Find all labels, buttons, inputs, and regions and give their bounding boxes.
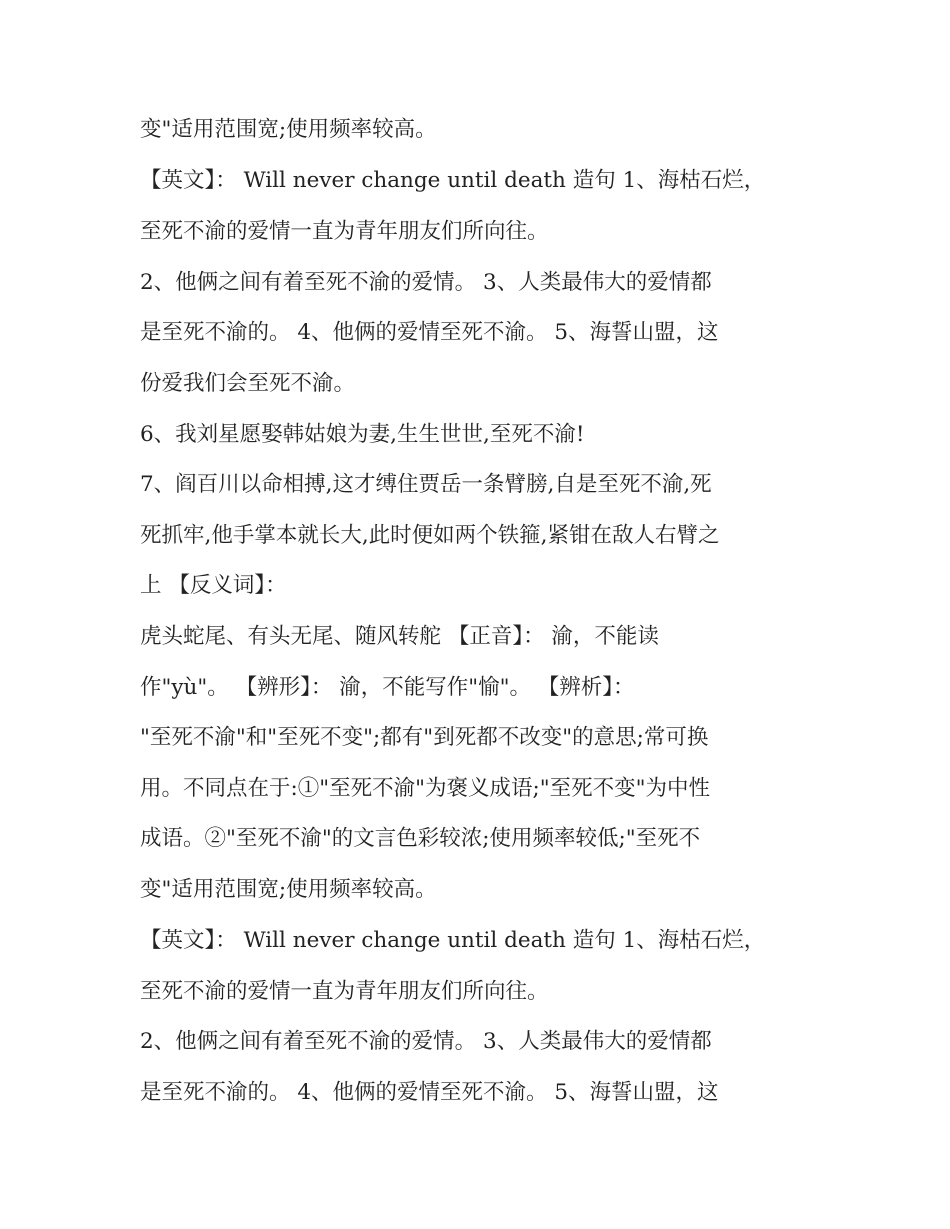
text-line: 至死不渝的爱情一直为青年朋友们所向往。 [140,979,549,1004]
text-line: 用。不同点在于:①"至死不渝"为褒义成语;"至死不变"为中性 [140,776,711,801]
text-line: 是至死不渝的。 4、他俩的爱情至死不渝。 5、海誓山盟，这 [140,1080,719,1105]
text-line: 【英文】： Will never change until death 造句 1、海枯石烂， [140,928,766,953]
text-line: 至死不渝的爱情一直为青年朋友们所向往。 [140,219,549,244]
text-line: 变"适用范围宽;使用频率较高。 [140,877,437,902]
text-line: 是至死不渝的。 4、他俩的爱情至死不渝。 5、海誓山盟，这 [140,320,719,345]
text-line: 6、我刘星愿娶韩姑娘为妻,生生世世,至死不渝! [140,422,585,447]
text-line: 7、阎百川以命相搏,这才缚住贾岳一条臂膀,自是至死不渝,死 [140,472,712,497]
text-line: 2、他俩之间有着至死不渝的爱情。 3、人类最伟大的爱情都 [140,270,712,295]
text-line: 成语。②"至死不渝"的文言色彩较浓;使用频率较低;"至死不 [140,826,701,851]
text-line: 2、他俩之间有着至死不渝的爱情。 3、人类最伟大的爱情都 [140,1029,712,1054]
text-line: 虎头蛇尾、有头无尾、随风转舵 【正音】： 渝，不能读 [140,624,659,649]
text-line: 作"yù"。 【辨形】： 渝，不能写作"愉"。 【辨析】： [140,675,635,700]
text-line: 死抓牢,他手掌本就长大,此时便如两个铁箍,紧钳在敌人右臂之 [140,523,720,548]
text-line: 份爱我们会至死不渝。 [140,371,356,396]
text-line: 变"适用范围宽;使用频率较高。 [140,117,437,142]
text-line: 【英文】： Will never change until death 造句 1、海枯石烂， [140,168,766,193]
text-line: "至死不渝"和"至死不变";都有"到死都不改变"的意思;常可换 [140,725,709,750]
text-line: 上 【反义词】： [140,573,287,598]
